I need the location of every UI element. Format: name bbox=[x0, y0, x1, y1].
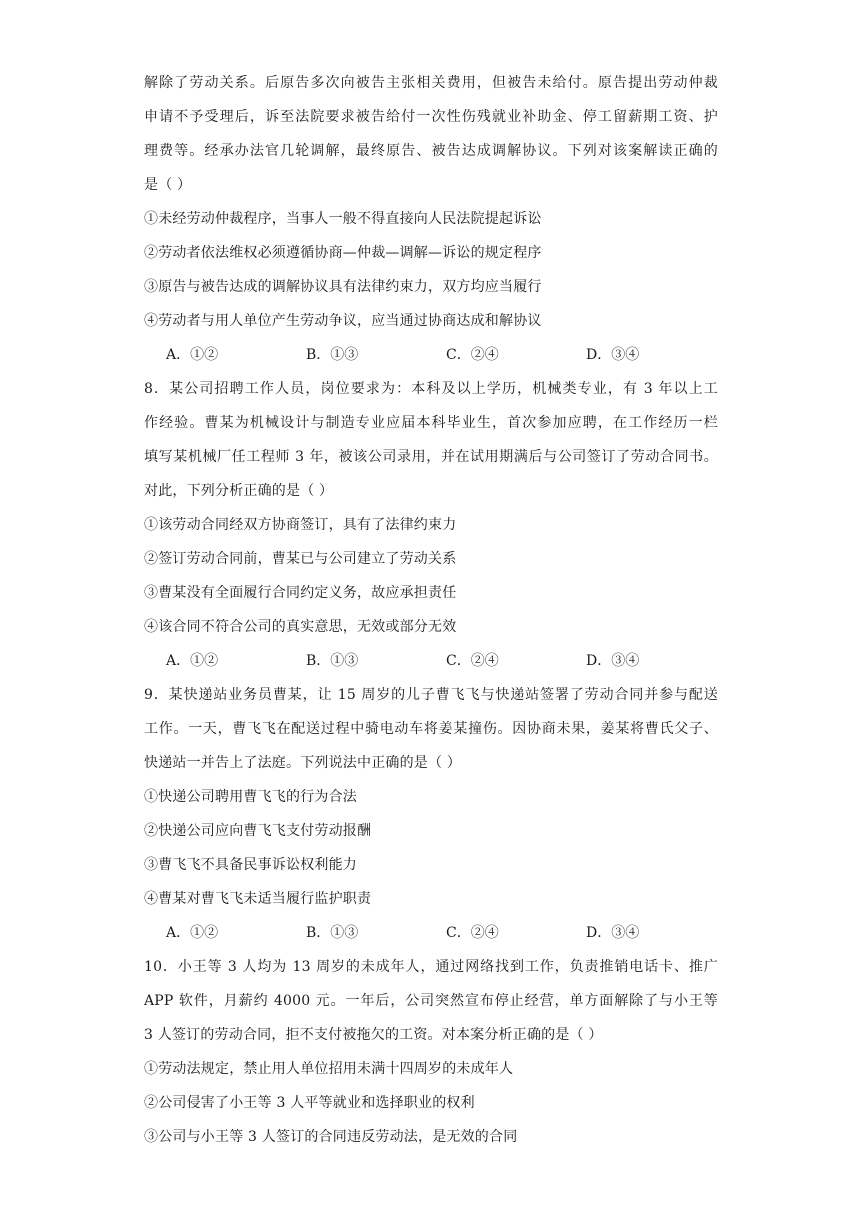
question-stem-line: 解除了劳动关系。后原告多次向被告主张相关费用，但被告未给付。原告提出劳动仲裁 bbox=[144, 75, 718, 91]
choice-b[interactable]: B．①③ bbox=[306, 653, 359, 669]
question-stem-line: 快递站一并告上了法庭。下列说法中正确的是（ ） bbox=[144, 755, 462, 771]
question-stem-line: 工作。一天，曹飞飞在配送过程中骑电动车将姜某撞伤。因协商未果，姜某将曹氏父子、 bbox=[144, 721, 718, 737]
question-stem-line: 填写某机械厂任工程师 3 年，被该公司录用，并在试用期满后与公司签订了劳动合同书。 bbox=[144, 449, 718, 465]
choice-a[interactable]: A．①② bbox=[166, 653, 219, 669]
choice-d[interactable]: D．③④ bbox=[586, 925, 640, 941]
question-stem-line: 申请不予受理后，诉至法院要求被告给付一次性伤残就业补助金、停工留薪期工资、护 bbox=[144, 109, 718, 125]
question-stem-line: 理费等。经承办法官几轮调解，最终原告、被告达成调解协议。下列对该案解读正确的 bbox=[144, 143, 718, 159]
statement-option: ②快递公司应向曹飞飞支付劳动报酬 bbox=[144, 823, 372, 839]
choice-a[interactable]: A．①② bbox=[166, 925, 219, 941]
answer-choices bbox=[144, 644, 718, 678]
statement-option: ①快递公司聘用曹飞飞的行为合法 bbox=[144, 789, 357, 805]
choice-b[interactable]: B．①③ bbox=[306, 925, 359, 941]
statement-option: ③公司与小王等 3 人签订的合同违反劳动法，是无效的合同 bbox=[144, 1129, 518, 1145]
statement-option: ③曹某没有全面履行合同约定义务，故应承担责任 bbox=[144, 585, 457, 601]
question-stem-line: 3 人签订的劳动合同，拒不支付被拖欠的工资。对本案分析正确的是（ ） bbox=[144, 1027, 603, 1043]
choice-d[interactable]: D．③④ bbox=[586, 347, 640, 363]
question-stem-line: 对此，下列分析正确的是（ ） bbox=[144, 483, 334, 499]
question-stem-line: 作经验。曹某为机械设计与制造专业应届本科毕业生，首次参加应聘，在工作经历一栏 bbox=[144, 415, 718, 431]
statement-option: ④该合同不符合公司的真实意思，无效或部分无效 bbox=[144, 619, 457, 635]
statement-option: ①该劳动合同经双方协商签订，具有了法律约束力 bbox=[144, 517, 457, 533]
exam-page bbox=[144, 66, 718, 1154]
answer-choices bbox=[144, 916, 718, 950]
statement-option: ③原告与被告达成的调解协议具有法律约束力，双方均应当履行 bbox=[144, 279, 542, 295]
question-stem-line: 8．某公司招聘工作人员，岗位要求为：本科及以上学历，机械类专业，有 3 年以上工 bbox=[144, 381, 718, 397]
statement-option: ①劳动法规定，禁止用人单位招用未满十四周岁的未成年人 bbox=[144, 1061, 514, 1077]
statement-option: ④曹某对曹飞飞未适当履行监护职责 bbox=[144, 891, 372, 907]
statement-option: ③曹飞飞不具备民事诉讼权利能力 bbox=[144, 857, 357, 873]
choice-c[interactable]: C．②④ bbox=[446, 925, 499, 941]
choice-d[interactable]: D．③④ bbox=[586, 653, 640, 669]
statement-option: ②签订劳动合同前，曹某已与公司建立了劳动关系 bbox=[144, 551, 457, 567]
question-10 bbox=[144, 950, 718, 1154]
statement-option: ④劳动者与用人单位产生劳动争议，应当通过协商达成和解协议 bbox=[144, 313, 542, 329]
choice-c[interactable]: C．②④ bbox=[446, 653, 499, 669]
statement-option: ②公司侵害了小王等 3 人平等就业和选择职业的权利 bbox=[144, 1095, 475, 1111]
question-stem-line: 是（ ） bbox=[144, 177, 192, 193]
question-8 bbox=[144, 372, 718, 678]
statement-option: ②劳动者依法维权必须遵循协商—仲裁—调解—诉讼的规定程序 bbox=[144, 245, 542, 261]
question-stem-line: 9．某快递站业务员曹某，让 15 周岁的儿子曹飞飞与快递站签署了劳动合同并参与配送 bbox=[144, 687, 718, 703]
choice-c[interactable]: C．②④ bbox=[446, 347, 499, 363]
choice-b[interactable]: B．①③ bbox=[306, 347, 359, 363]
statement-option: ①未经劳动仲裁程序，当事人一般不得直接向人民法院提起诉讼 bbox=[144, 211, 542, 227]
question-stem-line: APP 软件，月薪约 4000 元。一年后，公司突然宣布停止经营，单方面解除了与小王等 bbox=[144, 993, 718, 1009]
question-7-continued bbox=[144, 66, 718, 372]
choice-a[interactable]: A．①② bbox=[166, 347, 219, 363]
question-stem-line: 10．小王等 3 人均为 13 周岁的未成年人，通过网络找到工作，负责推销电话卡、推广 bbox=[144, 959, 718, 975]
question-9 bbox=[144, 678, 718, 950]
answer-choices bbox=[144, 338, 718, 372]
